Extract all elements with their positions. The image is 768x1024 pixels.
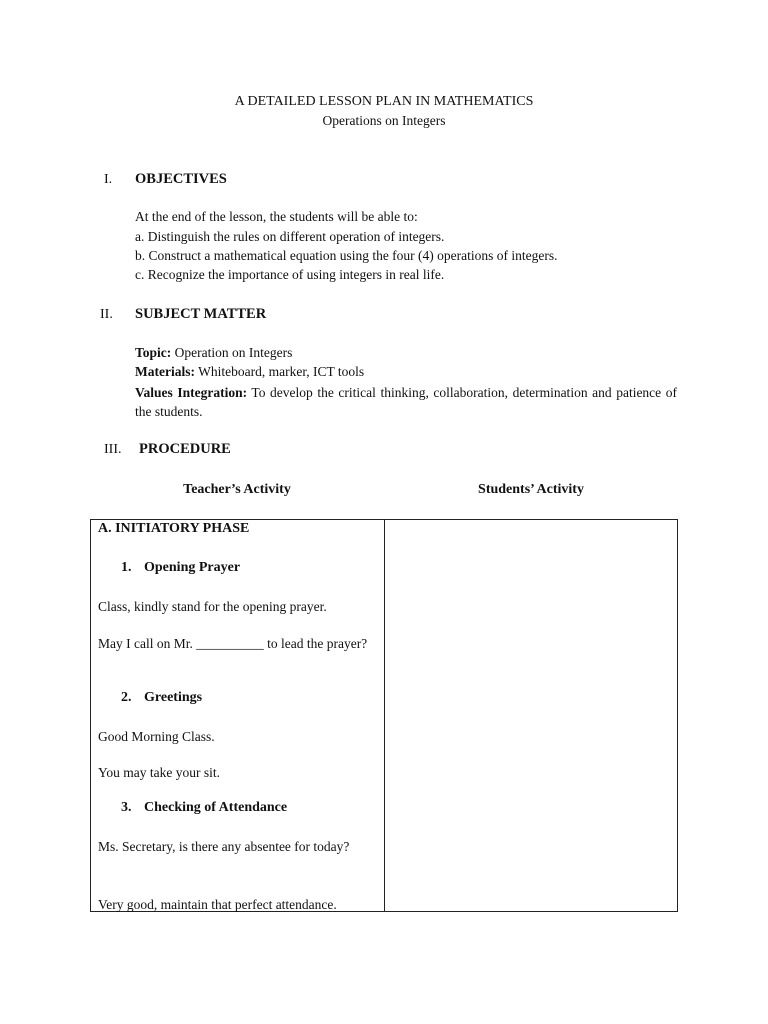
materials-value: Whiteboard, marker, ICT tools — [198, 364, 365, 379]
opening-prayer-request: May I call on Mr. __________ to lead the prayer? — [98, 636, 368, 651]
values-value: To develop the critical thinking, collaboration, determination and patience of the students. — [135, 385, 677, 419]
values-label: Values Integration: — [135, 385, 248, 400]
document-title: A DETAILED LESSON PLAN IN MATHEMATICS — [234, 94, 534, 109]
section-number-subject-matter: II. — [100, 307, 113, 322]
materials-label: Materials: — [135, 364, 195, 379]
attendance-question: Ms. Secretary, is there any absentee for today? — [98, 839, 350, 854]
section-title-objectives: OBJECTIVES — [135, 171, 227, 187]
materials-line — [135, 364, 364, 380]
objectives-intro: At the end of the lesson, the students will be able to: — [135, 209, 418, 224]
section-number-procedure: III. — [104, 442, 122, 457]
section-title-subject-matter: SUBJECT MATTER — [135, 306, 267, 322]
section-title-procedure: PROCEDURE — [139, 441, 231, 457]
greetings-title: Greetings — [144, 690, 203, 705]
values-integration — [135, 383, 677, 421]
greetings-number: 2. — [121, 690, 132, 705]
opening-prayer-text: Class, kindly stand for the opening prayer. — [98, 599, 327, 614]
objective-item: b. Construct a mathematical equation using the four (4) operations of integers. — [135, 248, 558, 263]
teacher-activity-header: Teacher’s Activity — [183, 482, 291, 497]
opening-prayer-number: 1. — [121, 560, 132, 575]
greetings-sit-text: You may take your sit. — [98, 765, 221, 780]
attendance-remark: Very good, maintain that perfect attendance. — [98, 897, 337, 912]
objective-item: c. Recognize the importance of using integers in real life. — [135, 267, 445, 282]
topic-value: Operation on Integers — [174, 345, 293, 360]
attendance-title: Checking of Attendance — [144, 800, 288, 815]
attendance-number: 3. — [121, 800, 132, 815]
section-number-objectives: I. — [104, 172, 113, 187]
greetings-text: Good Morning Class. — [98, 729, 215, 744]
topic-line — [135, 345, 292, 361]
phase-heading: A. INITIATORY PHASE — [98, 521, 250, 536]
opening-prayer-title: Opening Prayer — [144, 560, 241, 575]
topic-label: Topic: — [135, 345, 172, 360]
students-activity-cell — [385, 520, 678, 912]
activity-table — [90, 519, 678, 912]
teacher-activity-cell — [91, 520, 385, 912]
students-activity-header: Students’ Activity — [478, 482, 584, 497]
document-subtitle: Operations on Integers — [322, 113, 446, 128]
objective-item: a. Distinguish the rules on different operation of integers. — [135, 229, 445, 244]
